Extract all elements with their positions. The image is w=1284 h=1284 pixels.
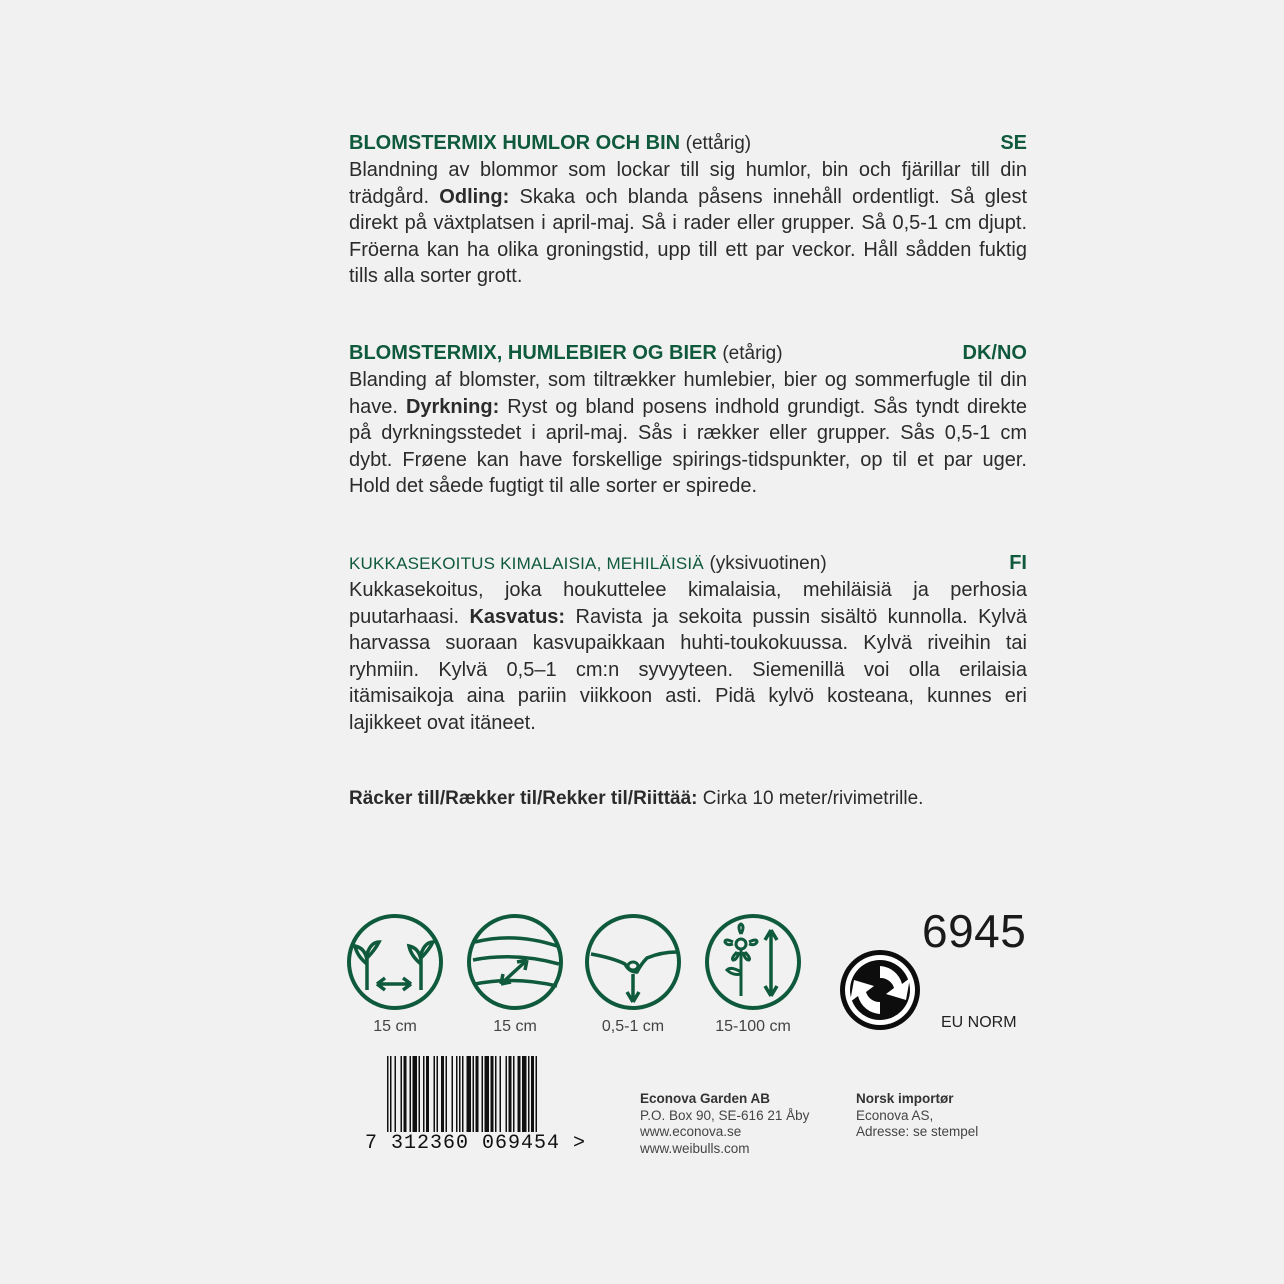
coverage-value: Cirka 10 meter/rivimetrille.: [702, 788, 924, 809]
sowing-depth-icon: [583, 912, 683, 1012]
section-fi-header: [349, 550, 1027, 577]
product-number: 6945: [922, 905, 1027, 957]
section-se-title: BLOMSTERMIX HUMLOR OCH BIN: [349, 132, 681, 154]
address-se-line1: P.O. Box 90, SE-616 21 Åby: [640, 1107, 810, 1123]
section-dkno-code: DK/NO: [962, 342, 1027, 364]
address-no-line1: Econova AS,: [856, 1107, 934, 1123]
section-fi-text: Ravista ja sekoita pussin sisältö kunnolla. Kylvä harvassa suoraan kasvupaikkaan huhti-toukokuussa. Kylvä riveihin tai ryhmiin. Kylvä 0,5–1 cm:n syvyyteen. Siemenillä voi olla erilaisia itämisaikoja aina pariin viikkoon asti. Pidä kylvö kosteana, kunnes eri lajikkeet ovat itäneet.: [349, 605, 1027, 734]
section-dkno: [349, 340, 1027, 500]
sowing-depth-block: [583, 912, 683, 1036]
section-fi-heading: [349, 550, 827, 577]
address-se-line2: www.econova.se: [640, 1124, 742, 1139]
plant-spacing-label: 15 cm: [373, 1018, 417, 1035]
address-no-line2: Adresse: se stempel: [856, 1124, 979, 1139]
address-no-heading: Norsk importør: [856, 1091, 954, 1106]
address-no: [856, 1091, 978, 1141]
section-fi-label: Kasvatus:: [469, 605, 566, 628]
address-se: [640, 1091, 809, 1157]
section-dkno-heading: [349, 340, 783, 367]
section-fi: [349, 550, 1027, 736]
section-dkno-label: Dyrkning:: [405, 395, 500, 418]
section-fi-qualifier: (yksivuotinen): [709, 553, 827, 574]
row-spacing-label: 15 cm: [493, 1018, 537, 1035]
coverage-label: Räcker till/Rækker til/Rekker til/Riittää:: [349, 788, 698, 809]
section-dkno-intro: Blanding af blomster, som tiltrækker humlebier, bier og sommerfugle til din have.: [349, 369, 1027, 418]
section-fi-body: [349, 577, 1027, 736]
plant-height-label: 15-100 cm: [715, 1018, 791, 1035]
section-dkno-text: Ryst og bland posens indhold grundigt. Sås tyndt direkte på dyrkningsstedet i april-maj. Sås i rækker eller grupper. Sås 0,5-1 cm dybt. Frøene kan have forskellige spirings-tidspunkter, op til et par uger. Hold det såede fugtigt til alle sorter er spirede.: [349, 395, 1028, 497]
barcode-number: 7 312360 069454 >: [365, 1132, 587, 1155]
section-fi-title: KUKKASEKOITUS KIMALAISIA, MEHILÄISIÄ: [349, 554, 704, 573]
section-se-header: [349, 130, 1027, 157]
section-se-label: Odling:: [439, 185, 510, 208]
section-dkno-qualifier: (etårig): [722, 343, 783, 364]
section-fi-code: FI: [1009, 552, 1027, 574]
row-spacing-block: [465, 912, 565, 1036]
section-se-body: [349, 157, 1027, 290]
row-spacing-icon: [465, 912, 565, 1012]
section-dkno-header: [349, 340, 1027, 367]
plant-height-icon: [703, 912, 803, 1012]
section-se: [349, 130, 1027, 290]
address-se-company: Econova Garden AB: [640, 1091, 771, 1106]
section-se-qualifier: (ettårig): [685, 133, 752, 154]
section-dkno-title: BLOMSTERMIX, HUMLEBIER OG BIER: [349, 342, 717, 364]
section-se-intro: Blandning av blommor som lockar till sig humlor, bin och fjärillar till din trädgård.: [349, 159, 1027, 208]
sowing-depth-label: 0,5-1 cm: [601, 1018, 665, 1035]
section-se-code: SE: [1000, 132, 1027, 154]
section-se-heading: [349, 130, 751, 157]
address-se-line3: www.weibulls.com: [640, 1140, 750, 1156]
eu-norm-label: EU NORM: [941, 1014, 1017, 1031]
coverage-line: [349, 786, 1027, 812]
plant-height-block: [703, 912, 803, 1036]
section-dkno-body: [349, 367, 1027, 500]
section-fi-intro: Kukkasekoitus, joka houkuttelee kimalaisia, mehiläisiä ja perhosia puutarhaasi.: [349, 579, 1027, 628]
green-dot-icon: [838, 948, 922, 1032]
section-se-text: Skaka och blanda påsens innehåll ordentligt. Så glest direkt på växtplatsen i april-maj. Så i rader eller grupper. Så 0,5-1 cm djupt. Fröerna kan ha olika groningstid, upp till ett par veckor. Håll sådden fuktig tills alla sorter grott.: [349, 185, 1027, 287]
plant-spacing-block: [345, 912, 445, 1036]
plant-spacing-icon: [345, 912, 445, 1012]
